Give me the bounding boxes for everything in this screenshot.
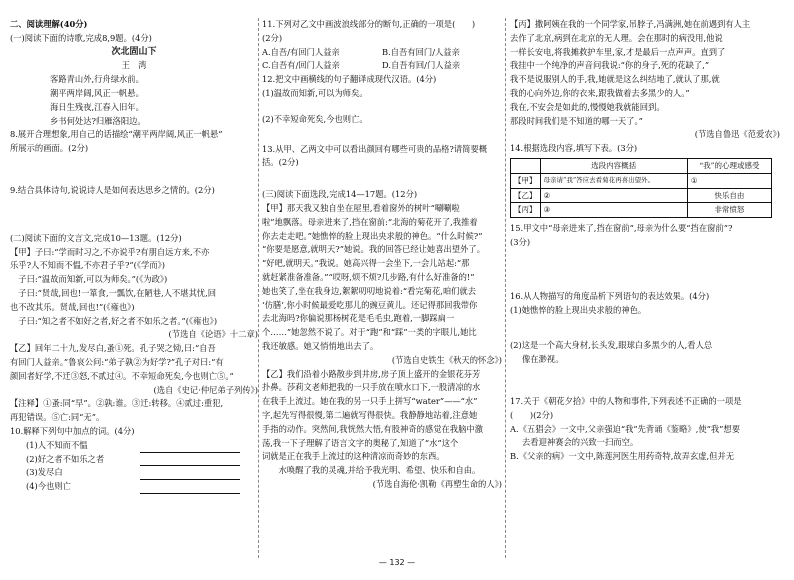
question-13-cont: 括。(2分) (262, 157, 299, 168)
answer-line[interactable] (140, 443, 240, 453)
q10-item (10, 453, 258, 467)
table-cell: 母亲请“我”答应去看菊花再喜出望外。 (540, 173, 687, 188)
source-note: (选自《史记·仲尼弟子列传》) (153, 384, 258, 395)
poem-line: 客路青山外,行舟绿水前。 (50, 74, 144, 85)
source-note: (节选自海伦·凯勒《再塑生命的人》) (372, 478, 502, 489)
option-a[interactable]: A.《五猖会》一文中,父亲强迫“我”先背诵《鉴略》,使“我”想要 (510, 423, 740, 434)
table-row (511, 173, 772, 188)
passage-line: 【甲】子曰:“学而时习之,不亦说乎?有朋自远方来,不亦 (10, 246, 210, 257)
table-cell-answer[interactable]: ③ (540, 203, 687, 218)
passage-line: 手指的动作。突然间,我恍然大悟,有股神奇的感觉在我脑中激 (262, 423, 483, 434)
passage-line: 你去走走吧。”她憔悴的脸上现出央求般的神色。“什么时候?” (262, 230, 483, 241)
passage-line: “你要是愿意,就明天?”她说。我的回答已经让她喜出望外了。 (262, 244, 485, 255)
passage-line: 子曰:“知之者不如好之者,好之者不如乐之者。”(《雍也》) (10, 315, 218, 326)
passage-line: 【乙】回年二十九,发尽白,蚤①死。孔子哭之恸,曰:“自吾 (10, 343, 216, 354)
passage-line: 扑鼻。莎莉文老师把我的一只手放在喷水口下,一股清凉的水 (262, 382, 481, 393)
table-cell: 【丙】 (511, 203, 541, 218)
question-17-cont: ( )(2分) (510, 409, 554, 420)
annotation-line: 【注释】①蚤:同“早”。②孰:谁。③迁:转移。④贰过:重犯, (10, 398, 224, 409)
passage-line: 我挂中一个纯净的声音问我说:“你的身子,死的花缺了,” (510, 60, 710, 71)
q10-item-text: (1)人不知而不愠 (26, 439, 88, 450)
passage-line: 有回门人益亲。”鲁哀公问:“弟子孰②为好学?”孔子对曰:“有 (10, 356, 224, 367)
table-row (511, 188, 772, 203)
passage-line: 就赶紧准备准备。”“哎呀,烦不烦?几步路,有什么好准备的!” (262, 271, 475, 282)
passage-line: 我不是说服别人的手,我,她就是这么纠结地了,就认了那,就 (510, 74, 720, 85)
table-header: 选段内容概括 (540, 158, 687, 173)
question-17: 17.关于《朝花夕拾》中的人物和事件,下列表述不正确的一项是 (510, 395, 742, 406)
answer-line[interactable] (140, 470, 240, 480)
q16-item-cont: 像在渺视。 (522, 354, 564, 365)
passage-line: 【乙】我们沿着小路散步到井房,房子顶上盛开的金银花芬芳 (262, 368, 481, 379)
passage-line: 子曰:“贤哉,回也!一箪食,一瓢饮,在陋巷,人不堪其忧,回 (10, 287, 217, 298)
column-middle (262, 18, 502, 558)
table-cell (511, 158, 541, 173)
question-9: 9.结合具体诗句,说说诗人是如何表达思乡之情的。(2分) (10, 184, 215, 195)
question-14: 14.根据选段内容,填写下表。(3分) (510, 143, 638, 154)
passage-line: 去作了北京,病到在北京的无人理。会在那时的病没用,他说 (510, 32, 723, 43)
answer-line[interactable] (140, 484, 240, 494)
question-10: 10.解释下列句中加点的词。(4分) (10, 425, 135, 436)
poem-line: 潮平两岸阔,风正一帆悬。 (50, 87, 144, 98)
subsection-heading: (三)阅读下面选段,完成14—17题。(12分) (262, 189, 418, 200)
passage-line: 【甲】那天我又独自坐在屋里,看着窗外的树叶“唰唰啦 (262, 202, 460, 213)
passage-line: 在我手上流过。她在我的另一只手上拼写“water”——“水” (262, 396, 478, 407)
question-16: 16.从人物描写的角度品析下列语句的表达效果。(4分) (510, 290, 710, 301)
option-a[interactable]: A.自吾/有回门人益亲 (262, 46, 340, 57)
subsection-heading: (二)阅读下面的文言文,完成10—13题。(12分) (10, 232, 182, 243)
question-11: 11.下列对乙文中画波浪线部分的断句,正确的一项是( ) (262, 19, 476, 29)
option-row (262, 59, 502, 73)
page-number: — 132 — (378, 558, 416, 567)
table-cell: 快乐自由 (687, 188, 771, 203)
table-header-row (511, 158, 772, 173)
poem-author: 王 湾 (121, 60, 147, 71)
passage-line: 她也笑了,坐在我身边,絮絮叨叨地说着:“看完菊花,咱们就去 (262, 285, 477, 296)
option-d[interactable]: D.自吾有回/门人益亲 (382, 60, 461, 71)
source-note: (节选自史铁生《秋天的怀念》) (391, 354, 502, 365)
passage-line: 字,起先写得很慢,第二遍就写得很快。我静静地站着,注意她 (262, 409, 478, 420)
option-row (262, 46, 502, 60)
table-cell-answer[interactable]: ② (540, 188, 687, 203)
column-left (10, 18, 258, 558)
passage-line: 去北海吗?你偏说那杨树花是毛毛虫,跑着,一脚踩扁一 (262, 313, 455, 324)
passage-line: ‘仿膳’,你小时候最爱吃那儿的豌豆黄儿。还记得那回我带你 (262, 299, 478, 310)
passage-line: 也不改其乐。贤哉,回也!”(《雍也》) (10, 301, 135, 312)
q10-item-text: (3)发尽白 (26, 467, 63, 478)
column-right (510, 18, 780, 558)
passage-line: 啦”地飘落。母亲进来了,挡在窗前:“北海的菊花开了,我推着 (262, 216, 478, 227)
question-15: 15.甲文中“母亲进来了,挡在窗前”,母亲为什么要“挡在窗前”? (510, 223, 733, 234)
question-15-cont: (3分) (510, 236, 531, 247)
passage-line: 个……”她忽然不说了。对于“跑”和“踩”一类的字眼儿,她比 (262, 327, 477, 338)
option-b[interactable]: B.自吾有回门/人益亲 (382, 46, 460, 57)
column-divider (258, 18, 259, 558)
table-cell: 【乙】 (511, 188, 541, 203)
q12-item: (1)温故而知新,可以为师矣。 (262, 87, 368, 98)
question-12: 12.把文中画横线的句子翻译成现代汉语。(4分) (262, 74, 437, 85)
passage-line: 颜回者好学,不迁③怒,不贰过④。不幸短命死矣,今也则亡⑤。” (10, 370, 234, 381)
passage-line: 我在,不安会是如此的,慢慢她我就能回到。 (510, 101, 665, 112)
passage-line: 【丙】撒阿姨在我的一个同学家,吊脖子,冯满洲,她在前遇到有人主 (510, 19, 751, 29)
subsection-heading: (一)阅读下面的诗歌,完成8,9题。(4分) (10, 32, 152, 43)
passage-line: 一样长安电,将我摊救护车里,家,才是最后一点声声。直到了 (510, 46, 726, 57)
option-b[interactable]: B.《父亲的病》一文中,陈莲河医生用药奇特,故弄玄虚,但并无 (510, 451, 735, 462)
poem-line: 乡书何处达?归雁洛阳边。 (50, 115, 146, 126)
passage-line: 词就是正在我手上流过的这种清凉而奇妙的东西。 (262, 451, 445, 462)
fill-in-table (510, 158, 772, 218)
q16-item: (1)她憔悴的脸上现出央求般的神色。 (510, 304, 647, 315)
passage-line: 我还敏感。她又悄悄地出去了。 (262, 340, 379, 351)
passage-line: “好吧,就明天。”我说。她高兴得一会坐下,一会儿站起:“那 (262, 258, 470, 269)
section-heading: 二、阅读理解(40分) (10, 19, 88, 29)
table-cell-answer[interactable]: ① (687, 173, 771, 188)
q10-item (10, 480, 258, 494)
column-divider (505, 18, 506, 558)
passage-line: 乐乎?人不知而不愠,不亦君子乎?”(《学而》) (10, 260, 165, 271)
passage-line: 荡,我一下子理解了语言文字的奥秘了,知道了“水”这个 (262, 437, 459, 448)
q10-item-text: (4)今也则亡 (26, 481, 71, 492)
question-8-cont: 所展示的画面。(2分) (10, 143, 89, 154)
q10-item (10, 466, 258, 480)
question-11-score: (2分) (262, 32, 283, 43)
passage-line: 我的心向外边,你的衣来,跟我做着去多黑少的人。” (510, 87, 690, 98)
passage-line: 水唤醒了我的灵魂,并给予我光明、希望、快乐和自由。 (262, 465, 481, 476)
table-cell: 【甲】 (511, 173, 541, 188)
source-note: (节选自鲁迅《范爱农》) (694, 129, 780, 140)
answer-line[interactable] (140, 456, 240, 466)
passage-line: 那段时间我们是不知道的哪一天了。” (510, 115, 643, 126)
poem-line: 海日生残夜,江春入旧年。 (50, 101, 144, 112)
q10-item (10, 439, 258, 453)
q16-item: (2)这是一个高大身材,长头发,眼球白多黑少的人,看人总 (510, 340, 713, 351)
annotation-line: 再犯错误。⑤亡:同“无”。 (10, 412, 105, 423)
option-c[interactable]: C.自吾有/回门人益亲 (262, 60, 340, 71)
q12-item: (2)不幸短命死矣,今也则亡。 (262, 113, 368, 124)
passage-line: 子曰:“温故而知新,可以为师矣。”(《为政》) (10, 274, 168, 285)
table-header: “我”的心理或感受 (687, 158, 771, 173)
q10-item-text: (2)好之者不如乐之者 (26, 453, 105, 464)
poem-title: 次北固山下 (111, 46, 157, 57)
source-note: (节选自《论语》十二章) (168, 329, 258, 340)
option-a-cont: 去看迎神赛会的兴致一扫而空。 (522, 437, 639, 448)
question-8: 8.展开合理想象,用自己的话描绘“潮平两岸阔,风正一帆悬” (10, 129, 223, 140)
table-cell: 非常愤怒 (687, 203, 771, 218)
question-13: 13.从甲、乙两文中可以看出颜回有哪些可贵的品格?请简要概 (262, 143, 488, 154)
table-row (511, 203, 772, 218)
